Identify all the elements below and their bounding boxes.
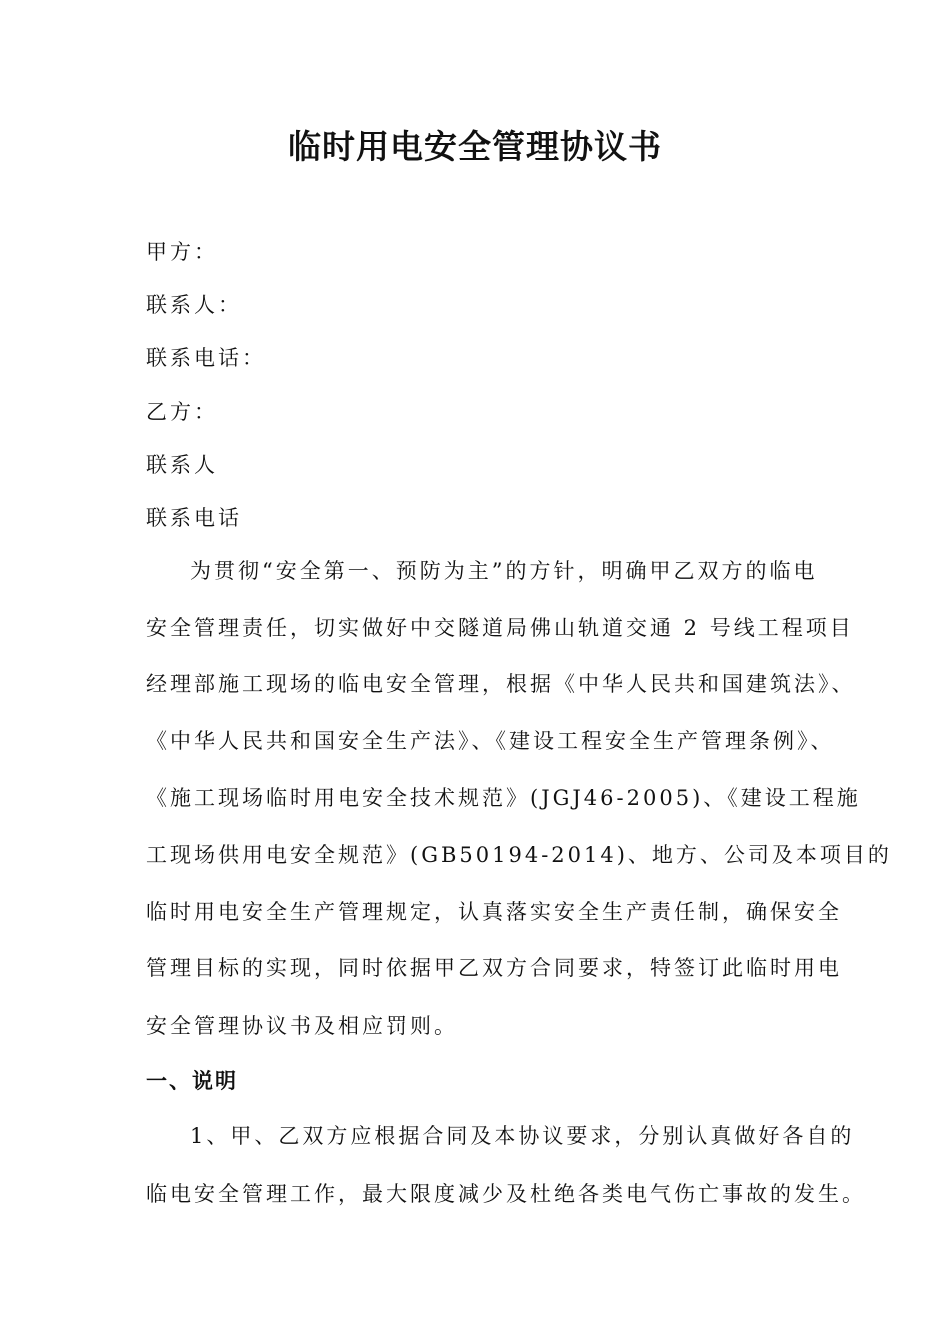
- party-b-phone-label: 联系电话: [146, 506, 242, 530]
- intro-line: 《施工现场临时用电安全技术规范》(JGJ46-2005)、《建设工程施: [146, 786, 861, 810]
- intro-line: 安全管理责任，切实做好中交隧道局佛山轨道交通 2 号线工程项目: [146, 616, 854, 640]
- party-b-label: 乙方：: [146, 400, 218, 424]
- item-line: 临电安全管理工作，最大限度减少及杜绝各类电气伤亡事故的发生。: [146, 1182, 866, 1206]
- party-a-phone-label: 联系电话：: [146, 346, 266, 370]
- intro-line: 为贯彻“安全第一、预防为主”的方针，明确甲乙双方的临电: [190, 559, 818, 583]
- intro-line: 安全管理协议书及相应罚则。: [146, 1014, 458, 1038]
- item-line: 1、甲、乙双方应根据合同及本协议要求，分别认真做好各自的: [190, 1124, 855, 1148]
- intro-line: 工现场供用电安全规范》(GB50194-2014)、地方、公司及本项目的: [146, 843, 892, 867]
- intro-line: 经理部施工现场的临电安全管理，根据《中华人民共和国建筑法》、: [146, 672, 856, 696]
- intro-line: 管理目标的实现，同时依据甲乙双方合同要求，特签订此临时用电: [146, 956, 842, 980]
- section-heading: 一、说明: [146, 1068, 238, 1093]
- intro-line: 临时用电安全生产管理规定，认真落实安全生产责任制，确保安全: [146, 900, 842, 924]
- intro-line: 《中华人民共和国安全生产法》、《建设工程安全生产管理条例》、: [146, 729, 835, 753]
- party-a-contact-label: 联系人：: [146, 293, 242, 317]
- party-a-label: 甲方：: [146, 240, 218, 264]
- document-title: 临时用电安全管理协议书: [288, 127, 662, 166]
- party-b-contact-label: 联系人: [146, 453, 218, 477]
